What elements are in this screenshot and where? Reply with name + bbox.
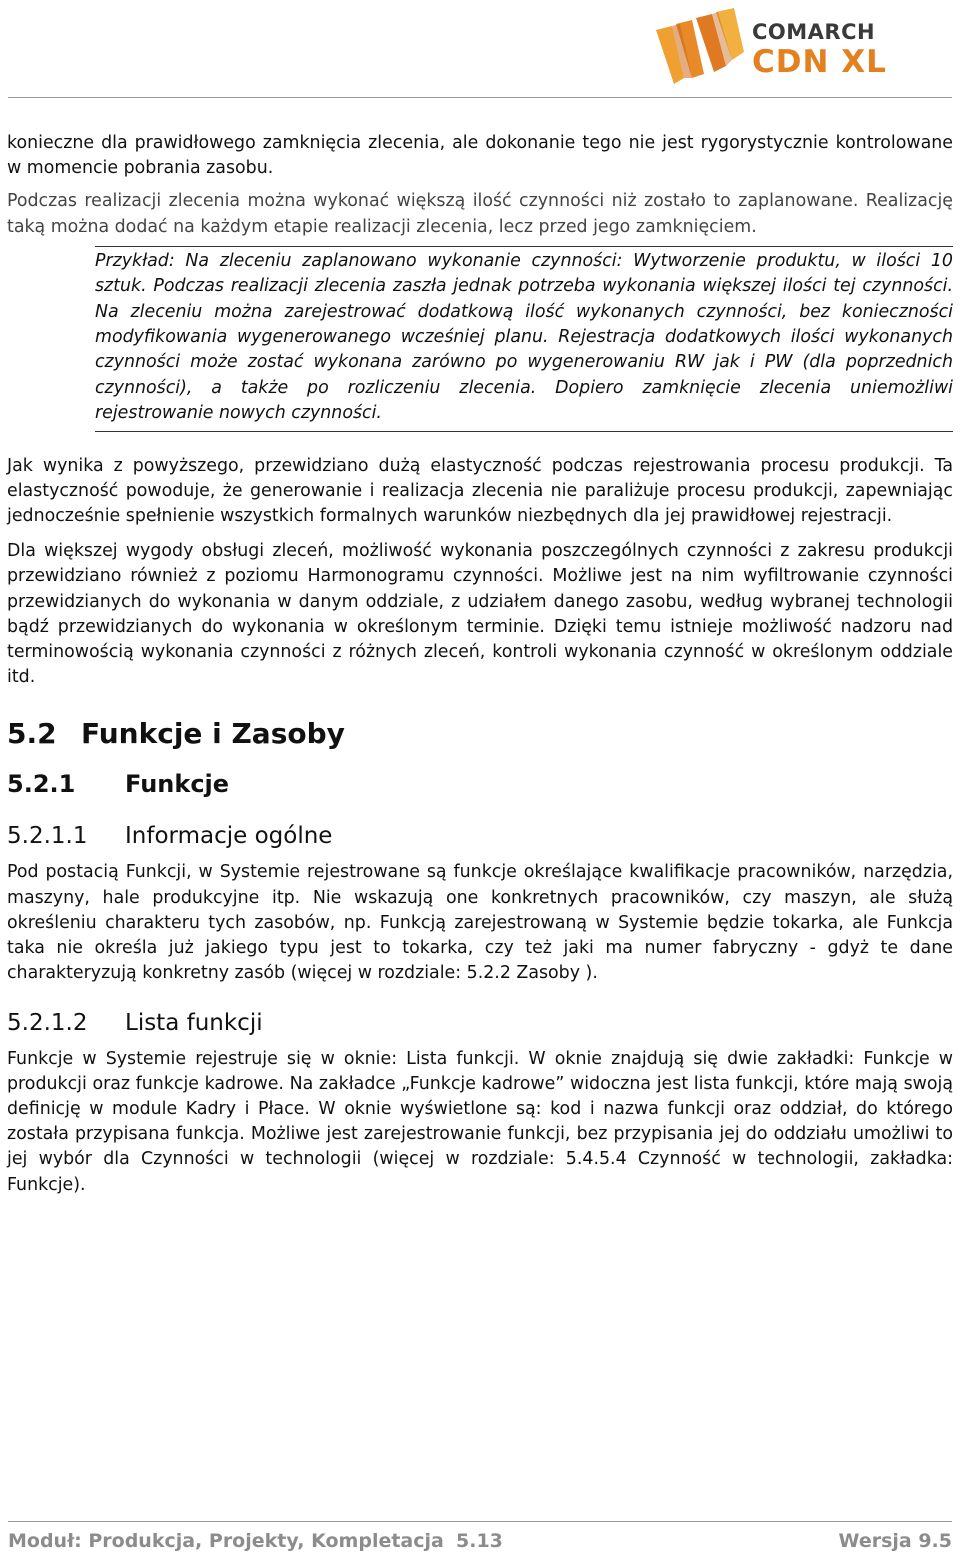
subsection-number: 5.2.1 — [7, 770, 76, 799]
paragraph-3: Jak wynika z powyższego, przewidziano dużą elastyczność podczas rejestrowania procesu produkcji. Ta elastyczność powoduje, że generowanie i realizacja zlecenia nie paraliżuje procesu produkcji, zapewniając jednocześnie spełnienie wszystkich formalnych warunków niezbędnych dla jej prawidłowej rejestracji. — [7, 455, 953, 527]
logo-brand-top: COMARCH — [752, 20, 876, 44]
example-text: Przykład: Na zleceniu zaplanowano wykonanie czynności: Wytworzenie produktu, w ilości 10 sztuk. Podczas realizacji zlecenia zaszła jednak potrzeba wykonania większej ilości tej czynności. Na zleceniu można zarejestrować dodatkową ilość wykonanych czynności, bez konieczności modyfikowania wygenerowanego wcześniej planu. Rejestracja dodatkowych ilości wykonanych czynności może zostać wykonana zarówno po wygenerowaniu RW jak i PW (dla poprzednich czynności), a także po rozliczeniu zlecenia. Dopiero zamknięcie zlecenia uniemożliwi rejestrowanie nowych czynności. — [95, 250, 953, 424]
paragraph-2: Podczas realizacji zlecenia można wykonać większą ilość czynności niż zostało to zaplanowane. Realizację taką można dodać na każdym etapie realizacji zlecenia, lecz przed jego zamknięciem. — [7, 191, 953, 237]
paragraph-5: Pod postacią Funkcji, w Systemie rejestrowane są funkcje określające kwalifikacje pracowników, narzędzia, maszyny, hale produkcyjne itp. Nie wskazują one konkretnych pracowników, czy maszyn, ale służą określeniu charakteru tych zasobów, np. Funkcją zarejestrowaną w Systemie będzie tokarka, ale Funkcja taka nie określa już jakiego typu jest to tokarka, czy też jaki ma numer fabryczny - gdyż te dane charakteryzują konkretny zasób (więcej w rozdziale: 5.2.2 Zasoby ). — [7, 862, 953, 984]
subsubsection-number: 5.2.1.1 — [7, 823, 88, 850]
footer-module: Moduł: Produkcja, Projekty, Kompletacja — [8, 1530, 444, 1552]
footer-divider — [8, 1521, 952, 1522]
footer-page-number: 5.13 — [456, 1530, 503, 1552]
paragraph-4: Dla większej wygody obsługi zleceń, możliwość wykonania poszczególnych czynności z zakresu produkcji przewidziano również z poziomu Harmonogramu czynności. Możliwe jest na nim wyfiltrowanie czynności przewidzianych do wykonania w danym oddziale, z udziałem danego zasobu, według wybranej technologii bądź przewidzianych do wykonania w określonym terminie. Dzięki temu istnieje możliwość nadzoru nad terminowością wykonania czynności z różnych zleceń, kontroli wykonania czynność w określonym oddziale itd. — [7, 541, 953, 688]
subsubsection-number: 5.2.1.2 — [7, 1009, 88, 1036]
logo-brand-bottom: CDN XL — [752, 44, 887, 80]
footer-version: Wersja 9.5 — [838, 1530, 952, 1552]
subsection-heading-5-2-1 — [7, 768, 953, 800]
subsubsection-heading-5-2-1-1 — [7, 820, 953, 852]
comarch-w-mark-icon — [652, 8, 752, 90]
example-box — [95, 249, 953, 432]
subsection-title: Funkcje — [125, 770, 230, 799]
paragraph-1: konieczne dla prawidłowego zamknięcia zlecenia, ale dokonanie tego nie jest rygorystycznie kontrolowane w momencie pobrania zasobu. — [7, 133, 953, 179]
section-number: 5.2 — [7, 717, 57, 751]
paragraph-6: Funkcje w Systemie rejestruje się w oknie: Lista funkcji. W oknie znajdują się dwie zakładki: Funkcje w produkcji oraz funkcje kadrowe. Na zakładce „Funkcje kadrowe” widoczna jest lista funkcji, które mają swoją definicję w module Kadry i Płace. W oknie wyświetlone są: kod i nazwa funkcji oraz oddział, do którego została przypisana funkcja. Możliwe jest zarejestrowanie funkcji, bez przypisania jej do oddziału umożliwi to jej wybór dla Czynności w technologii (więcej w rozdziale: 5.4.5.4 Czynność w technologii, zakładka: Funkcje). — [7, 1048, 953, 1195]
header-divider — [8, 97, 952, 98]
page-footer — [8, 1530, 952, 1556]
subsubsection-title: Lista funkcji — [125, 1009, 263, 1036]
subsubsection-heading-5-2-1-2 — [7, 1007, 953, 1039]
example-top-rule — [95, 246, 953, 247]
section-title: Funkcje i Zasoby — [81, 717, 345, 751]
document-body — [7, 131, 953, 1198]
comarch-cdn-xl-logo — [652, 8, 952, 90]
section-heading-5-2 — [7, 716, 953, 752]
subsubsection-title: Informacje ogólne — [125, 823, 333, 850]
